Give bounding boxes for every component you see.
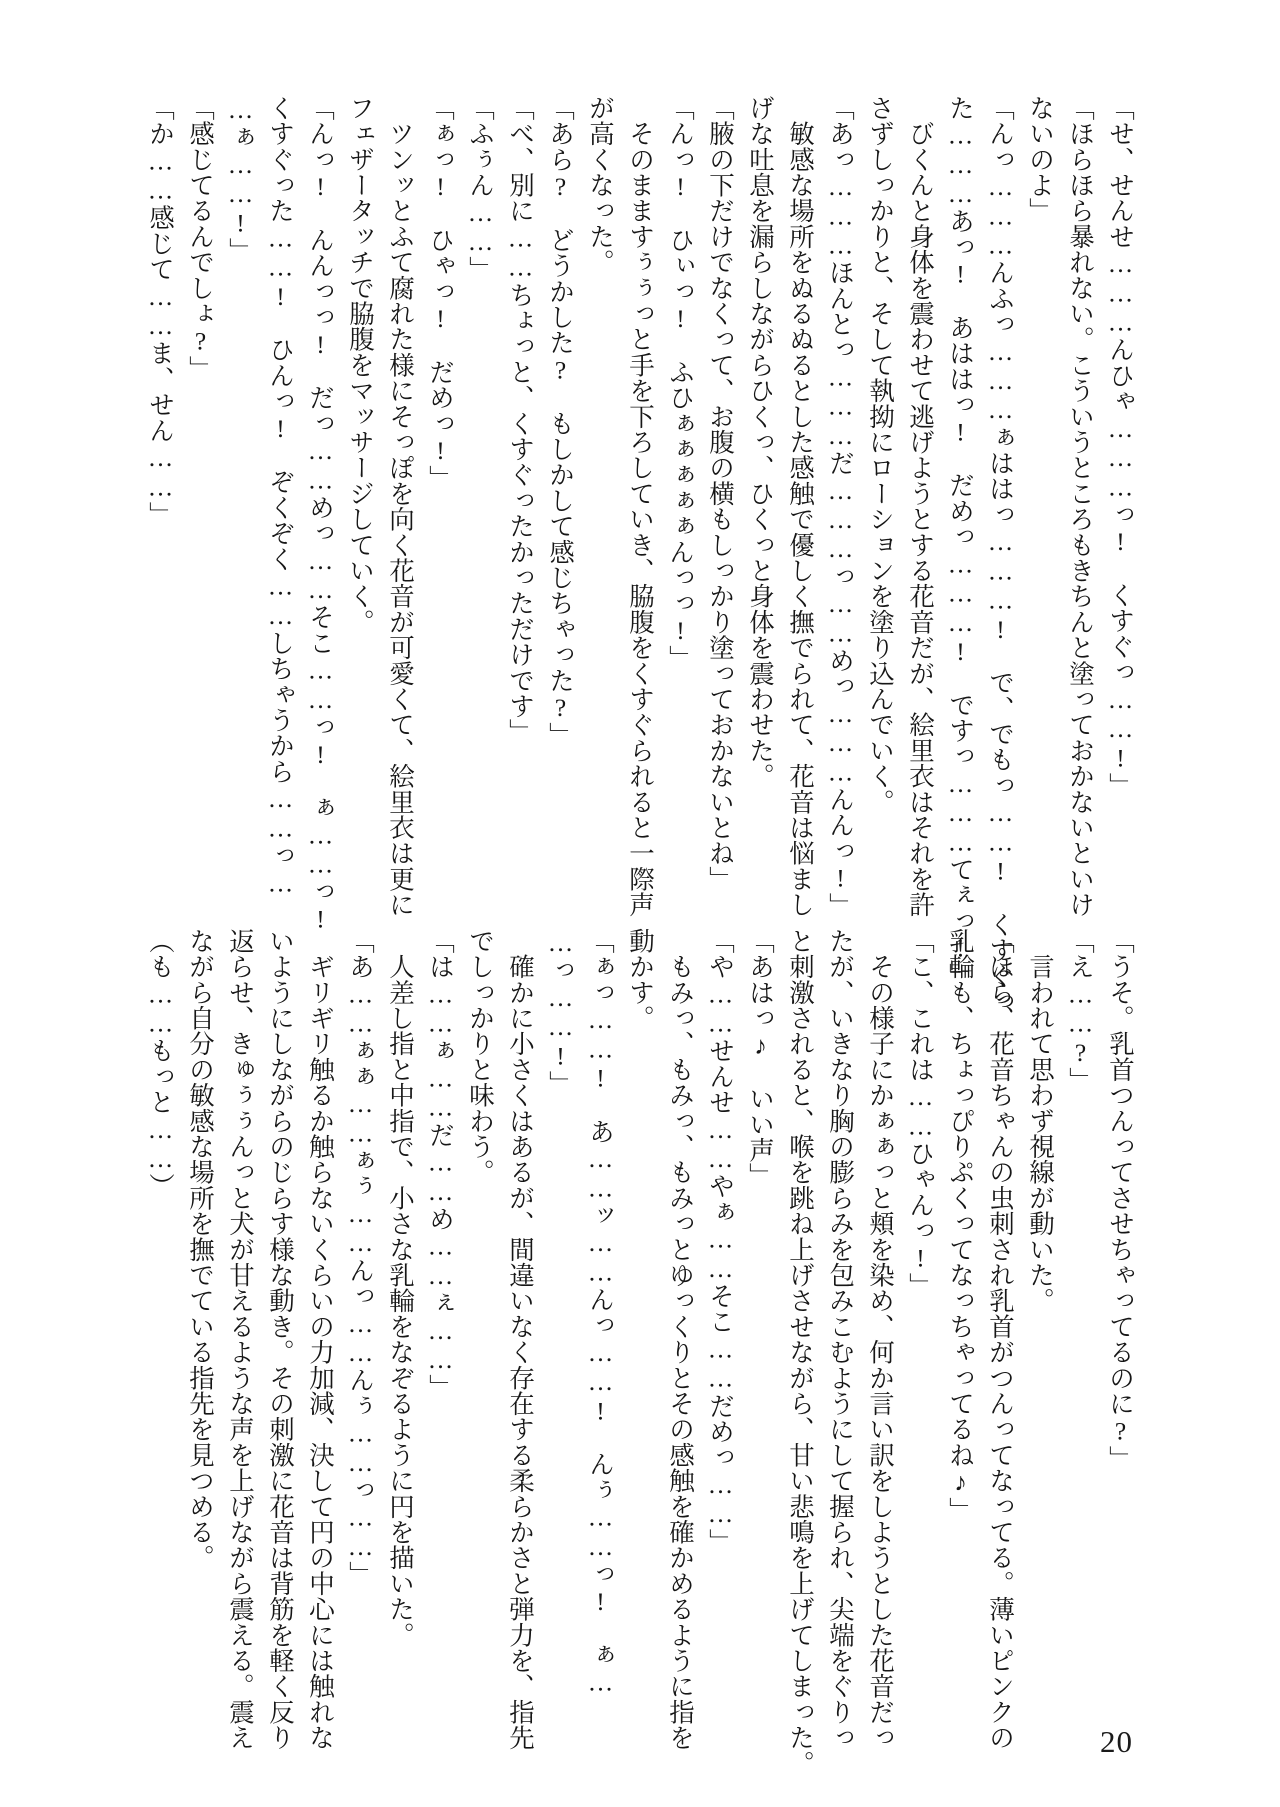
text-column: 言われて思わず視線が動いた。 [1026,928,1055,1314]
text-column: 動かす。 [626,928,655,1031]
text-column: ギリギリ触るか触らないくらいの力加減、決して円の中心には触れな [306,928,335,1751]
text-column: たが、いきなり胸の膨らみを包みこむようにして握られ、尖端をぐりっ [826,928,855,1751]
text-column: 「感じてるんでしょ?」 [186,95,215,382]
text-column: 「ぁっ! ひゃっ! だめっ!」 [426,95,455,491]
text-column: ながら自分の敏感な場所を撫でている指先を見つめる。 [186,928,215,1571]
text-column: 人差し指と中指で、小さな乳輪をなぞるように円を描いた。 [386,928,415,1648]
text-column: もみっ、もみっ、もみっとゆっくりとその感触を確かめるように指を [666,928,695,1751]
text-column: た………あっ! あははっ! だめっ………! ですっ………てぇっ!」 [946,95,975,989]
text-column: その様子にかぁぁっと頬を染め、何か言い訳をしようとした花音だっ [866,928,895,1751]
text-column: げな吐息を漏らしながらひくっ、ひくっと身体を震わせた。 [746,95,775,789]
text-column: 「あっ………ほんとっ………だ………っ……めっ………んんっ!」 [826,95,855,919]
text-column: 「あら? どうかした? もしかして感じちゃった?」 [546,95,575,748]
text-column: そのまますぅぅっと手を下ろしていき、脇腹をくすぐられると一際声 [626,95,655,918]
text-column: 「腋の下だけでなくって、お腹の横もしっかり塗っておかないとね」 [706,95,735,892]
page-number: 20 [1100,1724,1133,1759]
text-column: フェザータッチで脇腹をマッサージしていく。 [346,95,375,635]
text-column: ツンッとふて腐れた様にそっぽを向く花音が可愛くて、絵里衣は更に [386,95,415,918]
text-column: （も……もっと……） [146,928,175,1199]
text-column: 「え……?」 [1066,928,1095,1093]
text-column: 「か……感じて……ま、せん……」 [146,95,175,528]
text-column: 「ほら、花音ちゃんの虫刺され乳首がつんってなってる。薄いピンクの [986,928,1015,1751]
text-column: 「こ、これは……ひゃんっ!」 [906,928,935,1299]
text-column: 「んっ! ひぃっ! ふひぁぁぁぁぁんっっ!」 [666,95,695,671]
text-column: 返らせ、きゅぅぅんっと犬が甘えるような声を上げながら震える。震え [226,928,255,1751]
text-column: 「んっ………んふっ………ぁははっ………! で、でもっ……! くすぐっ [986,95,1015,1015]
text-column: 「は……ぁ……だ……め……ぇ……」 [426,928,455,1400]
text-column: 「うそ。乳首つんってさせちゃってるのに?」 [1106,928,1135,1472]
text-column: いようにしながらのじらす様な動き。その刺激に花音は背筋を軽く反り [266,928,295,1751]
text-column: 「ぁっ……! あ……ッ……んっ……! んぅ……っ! ぁ… [586,928,615,1697]
text-column: びくんと身体を震わせて逃げようとする花音だが、絵里衣はそれを許 [906,95,935,918]
text-column: 「あはっ♪ いい声」 [746,928,775,1189]
text-column: 敏感な場所をぬるぬるとした感触で優しく撫でられて、花音は悩まし [786,95,815,918]
text-column: が高くなった。 [586,95,615,275]
text-column: と刺激されると、喉を跳ね上げさせながら、甘い悲鳴を上げてしまった。 [786,928,815,1777]
text-column: 確かに小さくはあるが、間違いなく存在する柔らかさと弾力を、指先 [506,928,535,1751]
text-column: さずしっかりと、そして執拗にローションを塗り込んでいく。 [866,95,895,815]
text-column: 「んっ! んんっっ! だっ……めっ……そこ……っ! ぁ……っ! [306,95,335,934]
text-column: 「せ、せんせ………んひゃ………っ! くすぐっ……!」 [1106,95,1135,799]
text-column: 「ふぅん……」 [466,95,495,282]
text-column: 「あ……ぁぁ……ぁぅ……んっ……んぅ……っ……」 [346,928,375,1587]
text-column: 乳輪も、ちょっぴりぷくってなっちゃってるね♪」 [946,928,975,1523]
text-column: …っ……!」 [546,928,575,1097]
text-column: 「ほらほら暴れない。こういうところもきちんと塗っておかないといけ [1066,95,1095,918]
text-column: でしっかりと味わう。 [466,928,495,1185]
text-column: くすぐった……! ひんっ! ぞくぞく……しちゃうから……っ… [266,95,295,898]
text-column: 「べ、別に……ちょっと、くすぐったかっただけです」 [506,95,535,745]
text-column: ないのよ」 [1026,95,1055,224]
text-column: 「や……せんせ……やぁ……そこ……だめっ……」 [706,928,735,1555]
text-column: …ぁ……!」 [226,95,255,264]
